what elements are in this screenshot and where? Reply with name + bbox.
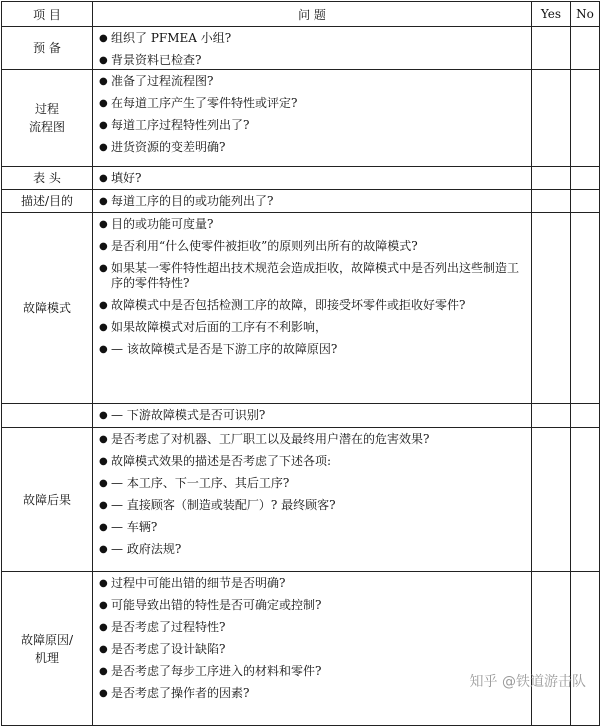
no-cell bbox=[571, 190, 600, 213]
pfmea-checklist-table bbox=[1, 1, 600, 726]
bullet-icon: ● bbox=[99, 219, 108, 230]
question-item bbox=[99, 261, 527, 291]
question-text: 是否考虑了操作者的因素? bbox=[111, 686, 250, 700]
question-item bbox=[99, 454, 527, 469]
no-cell bbox=[571, 404, 600, 428]
question-item bbox=[99, 476, 527, 491]
question-text: 目的或功能可度量? bbox=[111, 217, 214, 231]
question-item bbox=[99, 31, 527, 46]
question-item bbox=[99, 53, 527, 68]
bullet-icon: ● bbox=[99, 33, 108, 44]
table-row bbox=[2, 572, 600, 726]
bullet-icon: ● bbox=[99, 196, 108, 207]
question-text: 如果某一零件特性超出技术规范会造成拒收，故障模式中是否列出这些制造工序的零件特性? bbox=[111, 261, 520, 290]
question-text: 是否考虑了对机器、工厂职工以及最终用户潜在的危害效果? bbox=[111, 432, 430, 446]
question-item bbox=[99, 620, 527, 635]
question-text: 准备了过程流程图? bbox=[111, 74, 214, 88]
question-text: — 车辆? bbox=[111, 520, 158, 534]
no-cell bbox=[571, 213, 600, 404]
bullet-icon: ● bbox=[99, 173, 108, 184]
question-item bbox=[99, 432, 527, 447]
question-text: — 该故障模式是否是下游工序的故障原因? bbox=[111, 342, 338, 356]
table-row bbox=[2, 404, 600, 428]
bullet-icon: ● bbox=[99, 544, 108, 555]
question-text: 如果故障模式对后面的工序有不利影响， bbox=[111, 320, 328, 334]
question-item bbox=[99, 320, 527, 335]
question-text: 在每道工序产生了零件特性或评定? bbox=[111, 96, 298, 110]
questions-cell bbox=[93, 404, 532, 428]
yes-cell bbox=[532, 167, 571, 190]
bullet-icon: ● bbox=[99, 322, 108, 333]
questions-cell bbox=[93, 27, 532, 70]
question-item bbox=[99, 408, 527, 423]
header-no: No bbox=[571, 2, 600, 27]
no-cell bbox=[571, 167, 600, 190]
question-item bbox=[99, 342, 527, 357]
bullet-icon: ● bbox=[99, 644, 108, 655]
question-item bbox=[99, 664, 527, 679]
bullet-icon: ● bbox=[99, 410, 108, 421]
category-cell bbox=[2, 404, 93, 428]
bullet-icon: ● bbox=[99, 622, 108, 633]
question-item bbox=[99, 298, 527, 313]
table-row bbox=[2, 190, 600, 213]
bullet-icon: ● bbox=[99, 434, 108, 445]
yes-cell bbox=[532, 27, 571, 70]
category-cell: 预 备 bbox=[2, 27, 93, 70]
question-item bbox=[99, 194, 527, 209]
table-row bbox=[2, 70, 600, 167]
question-text: 每道工序过程特性列出了? bbox=[111, 118, 250, 132]
bullet-icon: ● bbox=[99, 688, 108, 699]
question-text: 可能导致出错的特性是否可确定或控制? bbox=[111, 598, 322, 612]
question-text: — 直接顾客（制造或装配厂）? 最终顾客? bbox=[111, 498, 336, 512]
question-item bbox=[99, 171, 527, 186]
header-yes: Yes bbox=[532, 2, 571, 27]
no-cell bbox=[571, 27, 600, 70]
no-cell bbox=[571, 428, 600, 572]
question-text: 进货资源的变差明确? bbox=[111, 140, 226, 154]
question-text: — 下游故障模式是否可识别? bbox=[111, 408, 266, 422]
yes-cell bbox=[532, 572, 571, 726]
bullet-icon: ● bbox=[99, 120, 108, 131]
bullet-icon: ● bbox=[99, 500, 108, 511]
questions-cell bbox=[93, 70, 532, 167]
watermark: 知乎 @铁道游击队 bbox=[469, 674, 586, 690]
bullet-icon: ● bbox=[99, 478, 108, 489]
header-question: 问 题 bbox=[93, 2, 532, 27]
question-item bbox=[99, 542, 527, 557]
question-item bbox=[99, 74, 527, 89]
question-text: 过程中可能出错的细节是否明确? bbox=[111, 576, 286, 590]
table-row bbox=[2, 27, 600, 70]
questions-cell bbox=[93, 572, 532, 726]
question-text: 故障模式中是否包括检测工序的故障，即接受坏零件或拒收好零件? bbox=[111, 298, 466, 312]
questions-cell bbox=[93, 213, 532, 404]
yes-cell bbox=[532, 70, 571, 167]
questions-cell bbox=[93, 428, 532, 572]
bullet-icon: ● bbox=[99, 263, 108, 274]
table-row bbox=[2, 213, 600, 404]
question-item bbox=[99, 498, 527, 513]
yes-cell bbox=[532, 428, 571, 572]
question-item bbox=[99, 140, 527, 155]
bullet-icon: ● bbox=[99, 578, 108, 589]
question-text: 是否利用“什么使零件被拒收”的原则列出所有的故障模式? bbox=[111, 239, 418, 253]
bullet-icon: ● bbox=[99, 522, 108, 533]
question-text: 组织了 PFMEA 小组? bbox=[111, 31, 232, 45]
bullet-icon: ● bbox=[99, 344, 108, 355]
bullet-icon: ● bbox=[99, 600, 108, 611]
category-cell: 故障后果 bbox=[2, 428, 93, 572]
header-item: 项 目 bbox=[2, 2, 93, 27]
category-cell: 表 头 bbox=[2, 167, 93, 190]
question-item bbox=[99, 642, 527, 657]
question-text: — 本工序、下一工序、其后工序? bbox=[111, 476, 290, 490]
bullet-icon: ● bbox=[99, 666, 108, 677]
questions-cell bbox=[93, 190, 532, 213]
yes-cell bbox=[532, 190, 571, 213]
question-item bbox=[99, 686, 527, 701]
yes-cell bbox=[532, 213, 571, 404]
question-item bbox=[99, 118, 527, 133]
bullet-icon: ● bbox=[99, 456, 108, 467]
table-row bbox=[2, 428, 600, 572]
bullet-icon: ● bbox=[99, 55, 108, 66]
bullet-icon: ● bbox=[99, 142, 108, 153]
question-text: 是否考虑了设计缺陷? bbox=[111, 642, 226, 656]
question-text: 填好? bbox=[111, 171, 142, 185]
question-item bbox=[99, 217, 527, 232]
question-item bbox=[99, 576, 527, 591]
category-cell: 描述/目的 bbox=[2, 190, 93, 213]
bullet-icon: ● bbox=[99, 98, 108, 109]
question-text: 是否考虑了每步工序进入的材料和零件? bbox=[111, 664, 322, 678]
category-cell: 过程 流程图 bbox=[2, 70, 93, 167]
question-text: 背景资料已检查? bbox=[111, 53, 202, 67]
question-text: — 政府法规? bbox=[111, 542, 182, 556]
bullet-icon: ● bbox=[99, 300, 108, 311]
question-text: 每道工序的目的或功能列出了? bbox=[111, 194, 274, 208]
question-item bbox=[99, 598, 527, 613]
yes-cell bbox=[532, 404, 571, 428]
question-text: 故障模式效果的描述是否考虑了下述各项: bbox=[111, 454, 332, 468]
questions-cell bbox=[93, 167, 532, 190]
category-cell: 故障原因/ 机理 bbox=[2, 572, 93, 726]
question-text: 是否考虑了过程特性? bbox=[111, 620, 226, 634]
no-cell bbox=[571, 572, 600, 726]
category-cell: 故障模式 bbox=[2, 213, 93, 404]
bullet-icon: ● bbox=[99, 241, 108, 252]
question-item bbox=[99, 96, 527, 111]
bullet-icon: ● bbox=[99, 76, 108, 87]
question-item bbox=[99, 239, 527, 254]
question-item bbox=[99, 520, 527, 535]
table-row bbox=[2, 167, 600, 190]
no-cell bbox=[571, 70, 600, 167]
header-row bbox=[2, 2, 600, 27]
